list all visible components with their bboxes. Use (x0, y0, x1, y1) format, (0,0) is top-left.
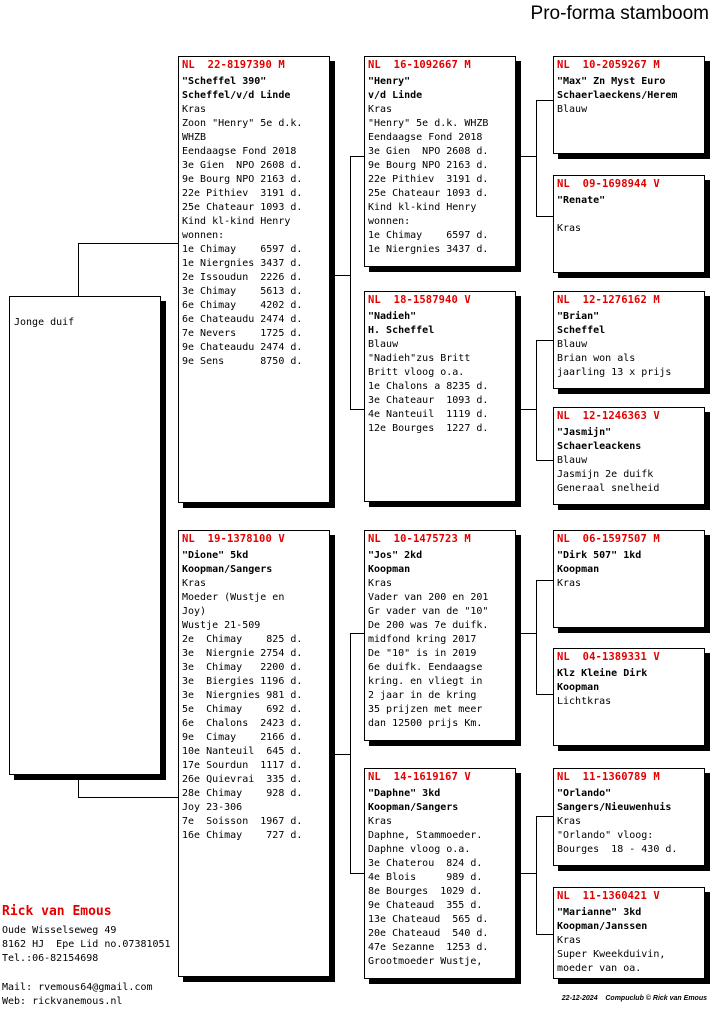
ring-number: NL 04-1389331 V (557, 651, 660, 663)
owner-mail[interactable]: Mail: rvemous64@gmail.com (2, 982, 153, 993)
connector (330, 275, 350, 276)
info-line: Bourges 18 - 430 d. (557, 844, 678, 855)
info-line: kring. en vliegt in (368, 676, 483, 687)
pedigree-card-mother (178, 530, 330, 977)
info-line: Zoon "Henry" 5e d.k. (182, 118, 303, 129)
info-line: Generaal snelheid (557, 483, 660, 494)
info-line: 6e Chimay 4202 d. (182, 300, 303, 311)
info-line: 2e Issoudun 2226 d. (182, 272, 303, 283)
info-line: 22e Pithiev 3191 d. (368, 174, 489, 185)
info-line: 7e Nevers 1725 d. (182, 328, 303, 339)
info-line: 26e Quievrai 335 d. (182, 774, 303, 785)
breeder-name: Koopman (557, 682, 600, 693)
pigeon-name: "Dirk 507" 1kd (557, 550, 642, 561)
info-line: 2 jaar in de kring (368, 690, 477, 701)
connector (350, 156, 364, 157)
pedigree-card-ggp-6 (553, 648, 705, 746)
info-line: Kras (368, 816, 393, 827)
pedigree-card-ggp-2 (553, 175, 705, 273)
pedigree-card-maternal-grandfather (364, 530, 516, 741)
breeder-name: Scheffel (557, 325, 606, 336)
breeder-name: H. Scheffel (368, 325, 435, 336)
info-line: 3e Chaterou 824 d. (368, 858, 483, 869)
pigeon-name: Klz Kleine Dirk (557, 668, 648, 679)
ring-number: NL 06-1597507 M (557, 533, 660, 545)
info-line: 3e Chateaur 1093 d. (368, 395, 489, 406)
info-line: midfond kring 2017 (368, 634, 477, 645)
info-line: wonnen: (368, 216, 411, 227)
info-line: 7e Soisson 1967 d. (182, 816, 303, 827)
info-line: wonnen: (182, 230, 225, 241)
info-line: moeder van oa. (557, 963, 642, 974)
info-line: Moeder (Wustje en (182, 592, 285, 603)
info-line: 3e Gien NPO 2608 d. (182, 160, 303, 171)
info-line: 3e Biergies 1196 d. (182, 676, 303, 687)
connector (350, 633, 351, 873)
info-line: 4e Nanteuil 1119 d. (368, 409, 489, 420)
breeder-name: Koopman/Sangers (368, 802, 459, 813)
info-line: Eendaagse Fond 2018 (182, 146, 297, 157)
info-line: 1e Niergnies 3437 d. (368, 244, 489, 255)
info-line: De 200 was 7e duifk. (368, 620, 489, 631)
info-line: 25e Chateaur 1093 d. (182, 202, 303, 213)
connector (536, 694, 553, 695)
info-line: 3e Chimay 5613 d. (182, 286, 303, 297)
ring-number: NL 11-1360421 V (557, 890, 660, 902)
breeder-name: v/d Linde (368, 90, 423, 101)
info-line: 3e Niergnies 981 d. (182, 690, 303, 701)
connector (536, 934, 553, 935)
connector (516, 156, 536, 157)
connector (78, 775, 79, 797)
info-line: Kras (557, 578, 582, 589)
info-line: 3e Chimay 2200 d. (182, 662, 303, 673)
info-line: 9e Bourg NPO 2163 d. (368, 160, 489, 171)
owner-phone: Tel.:06-82154698 (2, 953, 99, 964)
info-line: De "10" is in 2019 (368, 648, 477, 659)
pigeon-name: "Scheffel 390" (182, 76, 267, 87)
connector (536, 100, 537, 216)
info-line: Joy 23-306 (182, 802, 243, 813)
info-line: Blauw (368, 339, 399, 350)
info-line: 13e Chateaud 565 d. (368, 914, 489, 925)
info-line: "Orlando" vloog: (557, 830, 654, 841)
info-line: Britt vloog o.a. (368, 367, 465, 378)
breeder-name: Schaerlaeckens/Herem (557, 90, 678, 101)
owner-city: 8162 HJ Epe Lid no.07381051 (2, 939, 171, 950)
pedigree-card-maternal-grandmother (364, 768, 516, 979)
info-line: Daphne, Stammoeder. (368, 830, 483, 841)
connector (536, 580, 553, 581)
info-line: 9e Sens 8750 d. (182, 356, 303, 367)
connector (330, 754, 350, 755)
info-line: Jasmijn 2e duifk (557, 469, 654, 480)
breeder-name: Koopman (368, 564, 411, 575)
connector (536, 816, 537, 934)
pigeon-name: "Jos" 2kd (368, 550, 423, 561)
connector (536, 216, 553, 217)
owner-name: Rick van Emous (2, 904, 112, 919)
connector (350, 409, 364, 410)
info-line: 1e Chalons a 8235 d. (368, 381, 489, 392)
info-line: 6e duifk. Eendaagse (368, 662, 483, 673)
ring-number: NL 12-1246363 V (557, 410, 660, 422)
pigeon-name: "Nadieh" (368, 311, 417, 322)
info-line: Brian won als (557, 353, 636, 364)
info-line: Kras (182, 104, 207, 115)
info-line: Kras (557, 935, 582, 946)
subject-box (9, 296, 161, 775)
connector (78, 243, 79, 297)
info-line: Kind kl-kind Henry (182, 216, 291, 227)
info-line: Kras (368, 104, 393, 115)
info-line: Kras (557, 223, 582, 234)
info-line: Kras (368, 578, 393, 589)
ring-number: NL 22-8197390 M (182, 59, 285, 71)
info-line: 28e Chimay 928 d. (182, 788, 303, 799)
info-line: 6e Chalons 2423 d. (182, 718, 303, 729)
info-line: 9e Chateaud 355 d. (368, 900, 483, 911)
page-title: Pro-forma stamboom (530, 3, 709, 24)
info-line: Super Kweekduivin, (557, 949, 666, 960)
info-line: 1e Chimay 6597 d. (368, 230, 489, 241)
info-line: 22e Pithiev 3191 d. (182, 188, 303, 199)
breeder-name: Koopman (557, 564, 600, 575)
info-line: Wustje 21-509 (182, 620, 261, 631)
pedigree-card-ggp-1 (553, 56, 705, 154)
info-line: 9e Chateaudu 2474 d. (182, 342, 303, 353)
info-line: WHZB (182, 132, 207, 143)
ring-number: NL 14-1619167 V (368, 771, 471, 783)
pedigree-card-ggp-4 (553, 407, 705, 505)
pigeon-name: "Marianne" 3kd (557, 907, 642, 918)
info-line: Vader van 200 en 201 (368, 592, 489, 603)
info-line: 1e Niergnies 3437 d. (182, 258, 303, 269)
info-line: 8e Bourges 1029 d. (368, 886, 483, 897)
info-line: Blauw (557, 455, 588, 466)
connector (78, 797, 179, 798)
breeder-name: Schaerleackens (557, 441, 642, 452)
pedigree-card-ggp-3 (553, 291, 705, 389)
connector (536, 340, 553, 341)
pigeon-name: "Max" Zn Myst Euro (557, 76, 666, 87)
pigeon-name: "Orlando" (557, 788, 612, 799)
breeder-name: Koopman/Janssen (557, 921, 648, 932)
info-line: 35 prijzen met meer (368, 704, 483, 715)
connector (536, 100, 553, 101)
info-line: 9e Cimay 2166 d. (182, 732, 303, 743)
ring-number: NL 12-1276162 M (557, 294, 660, 306)
connector (536, 340, 537, 460)
breeder-name: Koopman/Sangers (182, 564, 273, 575)
pedigree-card-ggp-5 (553, 530, 705, 628)
info-line: Lichtkras (557, 696, 612, 707)
info-line: 20e Chateaud 540 d. (368, 928, 489, 939)
info-line: Daphne vloog o.a. (368, 844, 471, 855)
connector (350, 873, 364, 874)
ring-number: NL 09-1698944 V (557, 178, 660, 190)
info-line: 3e Niergnie 2754 d. (182, 648, 303, 659)
breeder-name: Scheffel/v/d Linde (182, 90, 291, 101)
ring-number: NL 10-1475723 M (368, 533, 471, 545)
info-line: Gr vader van de "10" (368, 606, 489, 617)
pedigree-card-father (178, 56, 330, 503)
info-line (557, 208, 704, 222)
info-line: 47e Sezanne 1253 d. (368, 942, 489, 953)
pedigree-card-ggp-7 (553, 768, 705, 866)
pigeon-name: "Renate" (557, 195, 606, 206)
ring-number: NL 16-1092667 M (368, 59, 471, 71)
pigeon-name: "Dione" 5kd (182, 550, 249, 561)
connector (516, 633, 536, 634)
info-line: Kras (182, 578, 207, 589)
owner-address: Oude Wisselseweg 49 (2, 925, 117, 936)
connector (350, 156, 351, 409)
info-line: 12e Bourges 1227 d. (368, 423, 489, 434)
connector (536, 460, 553, 461)
pigeon-name: "Brian" (557, 311, 600, 322)
ring-number: NL 18-1587940 V (368, 294, 471, 306)
info-line: Joy) (182, 606, 207, 617)
info-line: jaarling 13 x prijs (557, 367, 672, 378)
connector (78, 243, 179, 244)
connector (536, 580, 537, 694)
connector (536, 816, 553, 817)
pigeon-name: "Daphne" 3kd (368, 788, 441, 799)
pedigree-card-ggp-8 (553, 887, 705, 979)
pedigree-card-paternal-grandmother (364, 291, 516, 502)
ring-number: NL 10-2059267 M (557, 59, 660, 71)
connector (516, 409, 536, 410)
info-line: 6e Chateaudu 2474 d. (182, 314, 303, 325)
info-line: 9e Bourg NPO 2163 d. (182, 174, 303, 185)
info-line: 16e Chimay 727 d. (182, 830, 303, 841)
info-line: dan 12500 prijs Km. (368, 718, 483, 729)
info-line: 25e Chateaur 1093 d. (368, 188, 489, 199)
info-line: 17e Sourdun 1117 d. (182, 760, 303, 771)
info-line: "Nadieh"zus Britt (368, 353, 471, 364)
info-line: 3e Gien NPO 2608 d. (368, 146, 489, 157)
pedigree-card-paternal-grandfather (364, 56, 516, 267)
info-line: Kras (557, 816, 582, 827)
ring-number: NL 19-1378100 V (182, 533, 285, 545)
owner-web[interactable]: Web: rickvanemous.nl (2, 996, 123, 1007)
info-line: 10e Nanteuil 645 d. (182, 746, 303, 757)
info-line: 4e Blois 989 d. (368, 872, 483, 883)
info-line: Blauw (557, 104, 588, 115)
pigeon-name: "Henry" (368, 76, 411, 87)
connector (516, 873, 536, 874)
breeder-name: Sangers/Nieuwenhuis (557, 802, 672, 813)
info-line: Blauw (557, 339, 588, 350)
pigeon-name: "Jasmijn" (557, 427, 612, 438)
info-line: Kind kl-kind Henry (368, 202, 477, 213)
info-line: Eendaagse Fond 2018 (368, 132, 483, 143)
info-line: "Henry" 5e d.k. WHZB (368, 118, 489, 129)
connector (350, 633, 364, 634)
footer-credit: 22-12-2024 Compuclub © Rick van Emous (561, 995, 707, 1002)
info-line: 5e Chimay 692 d. (182, 704, 303, 715)
info-line: 2e Chimay 825 d. (182, 634, 303, 645)
info-line: Grootmoeder Wustje, (368, 956, 483, 967)
subject-label: Jonge duif (14, 317, 75, 328)
info-line: 1e Chimay 6597 d. (182, 244, 303, 255)
ring-number: NL 11-1360789 M (557, 771, 660, 783)
